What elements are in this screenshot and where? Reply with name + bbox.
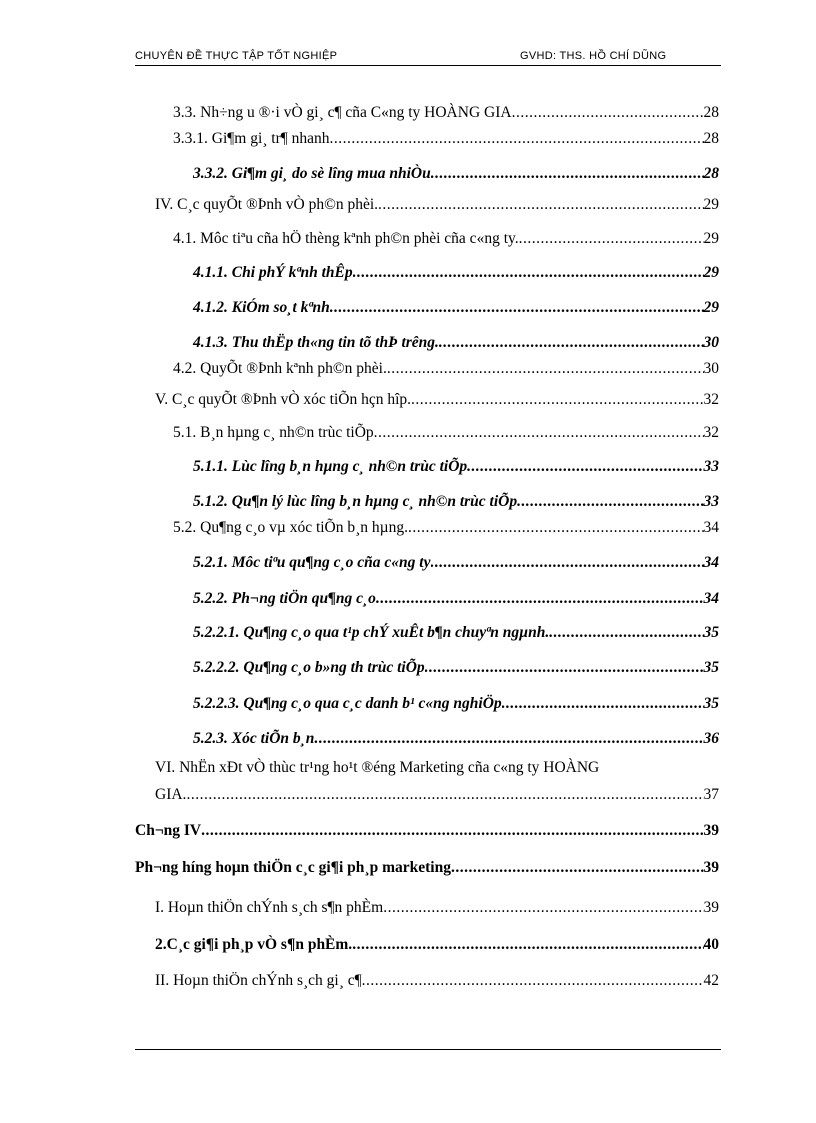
toc-entry-5-1-2[interactable] (193, 493, 719, 511)
toc-entry-v[interactable] (155, 391, 719, 409)
toc-entry-5-2-2-1[interactable] (193, 624, 719, 642)
toc-entry-title: 4.2. QuyÕt ®Þnh kªnh ph©n phèi. (173, 360, 387, 377)
toc-entry-page: 35 (703, 695, 719, 712)
toc-entry-4-1[interactable] (173, 230, 719, 248)
toc-entry-page: 29 (703, 230, 719, 247)
toc-entry-page: 33 (703, 493, 719, 510)
toc-entry-page: 30 (703, 334, 719, 351)
toc-entry-title: 3.3.1. Gi¶m gi¸ tr¶ nhanh (173, 130, 330, 147)
toc-entry-title: 5.1. B¸n hµng c¸ nh©n trùc tiÕp (173, 424, 374, 441)
toc-entry-title: V. C¸c quyÕt ®Þnh vÒ xóc tiÕn hçn hîp. (155, 391, 412, 408)
page-header (135, 48, 721, 66)
toc-entry-title: I. Hoµn thiÖn chÝnh s¸ch s¶n phÈm (155, 899, 384, 916)
toc-entry-page: 39 (703, 859, 719, 876)
toc-entry-5-2-2-3[interactable] (193, 695, 719, 713)
toc-entry-i-2[interactable] (155, 936, 719, 954)
toc-entry-vi[interactable] (155, 786, 719, 804)
toc-entry-page: 32 (703, 424, 719, 441)
toc-entry-title: 5.2.1. Môc tiªu qu¶ng c¸o cña c«ng ty (193, 554, 431, 571)
toc-entry-chapter-iv-title[interactable] (135, 859, 719, 877)
toc-entry-5-2[interactable] (173, 519, 719, 537)
header-divider (135, 65, 721, 66)
toc-entry-title: 4.1. Môc tiªu cña hÖ thèng kªnh ph©n phèi cña c«ng ty. (173, 230, 519, 247)
toc-entry-title: 3.3.2. Gi¶m gi¸ do sè lîng mua nhiÒu (193, 165, 431, 182)
toc-entry-page: 35 (703, 624, 719, 641)
toc-entry-vi-title[interactable]: VI. NhËn xÐt vÒ thùc tr¹ng ho¹t ®éng Marketing cña c«ng ty HOÀNG (155, 759, 600, 776)
toc-entry-page: 34 (703, 590, 719, 607)
header-title: CHUYÊN ĐỀ THỰC TẬP TỐT NGHIỆP (135, 50, 338, 62)
toc-entry-page: 29 (703, 196, 719, 213)
toc-entry-title: 5.2.2.2. Qu¶ng c¸o b»ng th trùc tiÕp (193, 659, 425, 676)
toc-entry-page: 29 (703, 264, 719, 281)
toc-entry-title: GIA. (155, 786, 187, 803)
toc-entry-title: 5.2.3. Xóc tiÕn b¸n (193, 730, 315, 747)
toc-entry-page: 35 (703, 659, 719, 676)
toc-entry-5-1[interactable] (173, 424, 719, 442)
toc-entry-page: 40 (703, 936, 719, 953)
toc-entry-title: 4.1.2. KiÓm so¸t kªnh (193, 299, 330, 316)
toc-entry-page: 28 (703, 165, 719, 182)
toc-entry-title: 4.1.1. Chi phÝ kªnh thÊp (193, 264, 353, 281)
toc-entry-page: 32 (703, 391, 719, 408)
toc-entry-title: 5.1.2. Qu¶n lý lùc lîng b¸n hµng c¸ nh©n trùc tiÕp (193, 493, 518, 510)
toc-entry-5-2-3[interactable] (193, 730, 719, 748)
toc-entry-title: 5.2.2.1. Qu¶ng c¸o qua t¹p chÝ xuÊt b¶n chuyªn ngµnh. (193, 624, 550, 641)
toc-entry-page: 34 (703, 519, 719, 536)
toc-entry-page: 37 (703, 786, 719, 803)
toc-entry-title: Ch¬ng IV (135, 822, 202, 839)
toc-entry-5-2-1[interactable] (193, 554, 719, 572)
toc-entry-page: 42 (703, 972, 719, 989)
toc-entry-4-1-1[interactable] (193, 264, 719, 282)
toc-entry-4-1-3[interactable] (193, 334, 719, 352)
toc-entry-4-1-2[interactable] (193, 299, 719, 317)
header-advisor: GVHD: THS. HỒ CHÍ DŨNG (520, 50, 667, 62)
toc-entry-title: IV. C¸c quyÕt ®Þnh vÒ ph©n phèi. (155, 196, 379, 213)
toc-entry-3-3[interactable] (173, 104, 719, 122)
toc-entry-5-1-1[interactable] (193, 458, 719, 476)
toc-entry-ii[interactable] (155, 972, 719, 990)
toc-entry-3-3-1[interactable] (173, 130, 719, 148)
toc-entry-i[interactable] (155, 899, 719, 917)
toc-entry-title: 3.3. Nh÷ng u ®·i vÒ gi¸ c¶ cña C«ng ty HOÀNG GIA (173, 104, 512, 121)
toc-entry-page: 34 (703, 554, 719, 571)
toc-entry-title: 2.C¸c gi¶i ph¸p vÒ s¶n phÈm. (155, 936, 353, 953)
toc-entry-title: 4.1.3. Thu thËp th«ng tin tõ thÞ trêng. (193, 334, 439, 351)
toc-entry-title: II. Hoµn thiÖn chÝnh s¸ch gi¸ c¶ (155, 972, 362, 989)
toc-entry-page: 33 (703, 458, 719, 475)
toc-entry-title: 5.1.1. Lùc lîng b¸n hµng c¸ nh©n trùc tiÕp (193, 458, 468, 475)
toc-entry-title: Ph¬ng híng hoµn thiÖn c¸c gi¶i ph¸p marketing (135, 859, 451, 876)
toc-entry-page: 30 (703, 360, 719, 377)
toc-entry-title: 5.2.2. Ph¬ng tiÖn qu¶ng c¸o (193, 590, 376, 607)
toc-entry-title: 5.2. Qu¶ng c¸o vµ xóc tiÕn b¸n hµng. (173, 519, 408, 536)
toc-entry-page: 28 (703, 130, 719, 147)
toc-entry-3-3-2[interactable] (193, 165, 719, 183)
toc-entry-4-2[interactable] (173, 360, 719, 378)
toc-entry-chapter-iv[interactable] (135, 822, 719, 840)
footer-divider (135, 1049, 721, 1050)
toc-entry-5-2-2-2[interactable] (193, 659, 719, 677)
toc-entry-page: 29 (703, 299, 719, 316)
toc-entry-title: 5.2.2.3. Qu¶ng c¸o qua c¸c danh b¹ c«ng nghiÖp (193, 695, 502, 712)
toc-entry-page: 36 (703, 730, 719, 747)
toc-entry-5-2-2[interactable] (193, 590, 719, 608)
toc-entry-page: 39 (703, 899, 719, 916)
toc-entry-page: 39 (703, 822, 719, 839)
toc-entry-iv[interactable] (155, 196, 719, 214)
toc-entry-page: 28 (703, 104, 719, 121)
